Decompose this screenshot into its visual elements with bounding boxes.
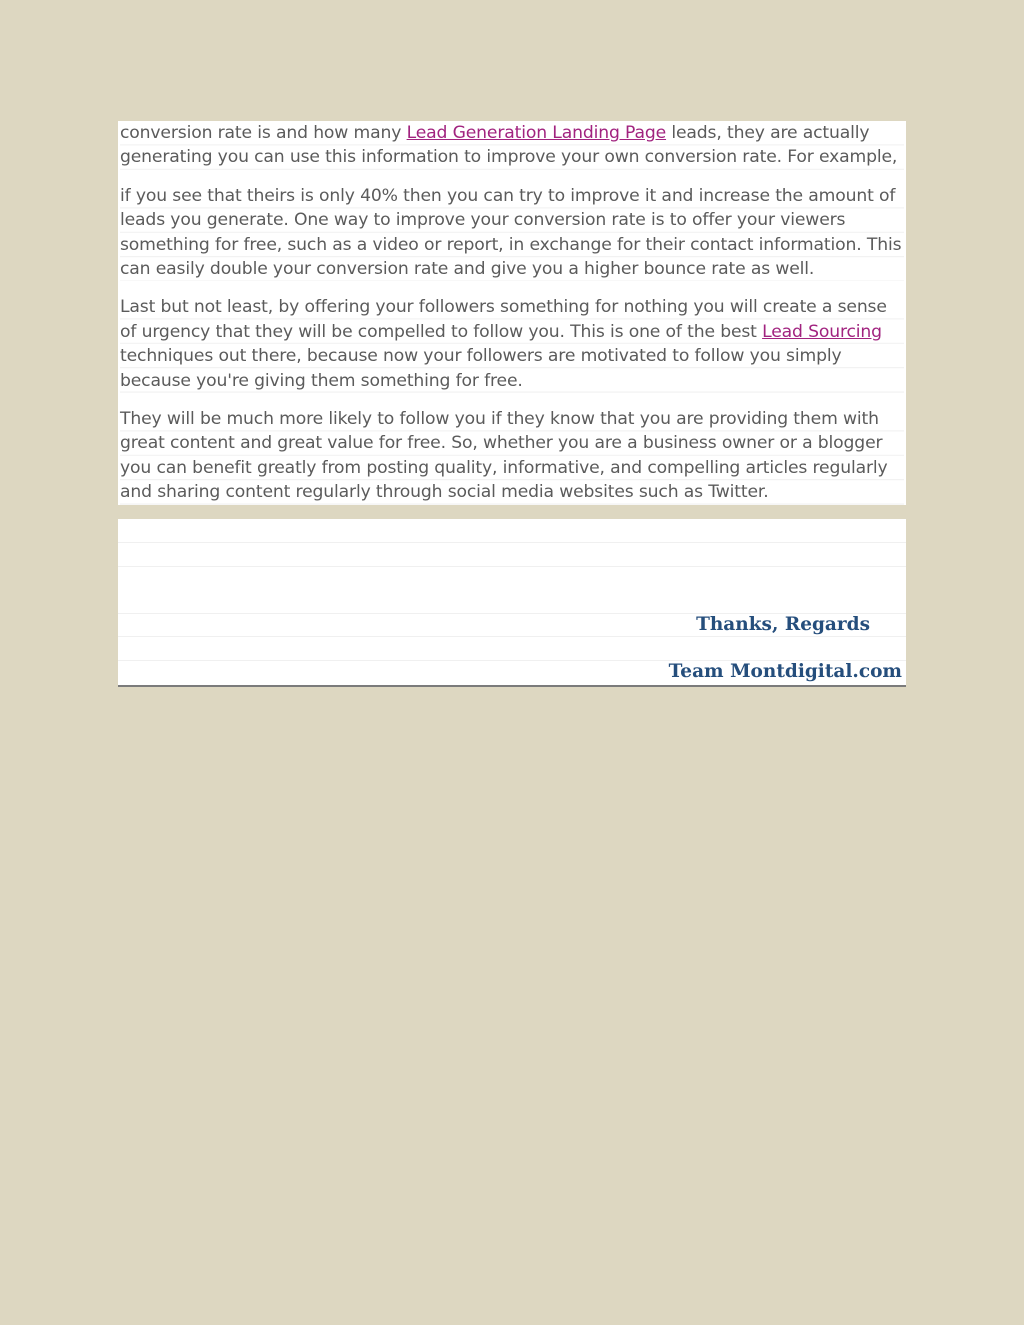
lead-sourcing-link[interactable]: Lead Sourcing — [762, 321, 882, 342]
signature-block — [118, 519, 906, 687]
paragraph-3 — [120, 295, 904, 393]
paragraph-1-text-start: conversion rate is and how many — [120, 123, 407, 143]
paragraph-4: They will be much more likely to follow you if they know that you are providing them with great content and great value for free. So, whether you are a business owner or a blogger you can benefit greatly from posting quality, informative, and compelling articles regularly and sharing content regularly through social media websites such as Twitter. — [120, 407, 904, 505]
team-signature-text: Team Montdigital.com — [668, 661, 902, 682]
signature-rule — [118, 636, 906, 637]
thanks-regards-text: Thanks, Regards — [696, 614, 870, 635]
lead-generation-landing-page-link[interactable]: Lead Generation Landing Page — [406, 123, 667, 143]
paragraph-1 — [120, 121, 904, 170]
article-text-block — [118, 121, 906, 505]
paragraph-3-text-end: techniques out there, because now your followers are motivated to follow you simply because you're giving them something for free. — [120, 346, 842, 391]
signature-rule — [118, 542, 906, 543]
paragraph-1-text-end: leads, they are actually generating you can use this information to improve your own conversion rate. For example, — [120, 123, 898, 168]
signature-rule — [118, 566, 906, 567]
paragraph-3-text-start: Last but not least, by offering your followers something for nothing you will create a sense of urgency that they will be compelled to follow you. This is one of the best — [120, 297, 887, 342]
paragraph-2: if you see that theirs is only 40% then you can try to improve it and increase the amount of leads you generate. One way to improve your conversion rate is to offer your viewers something for free, such as a video or report, in exchange for their contact information. This can easily double your conversion rate and give you a higher bounce rate as well. — [120, 184, 904, 282]
